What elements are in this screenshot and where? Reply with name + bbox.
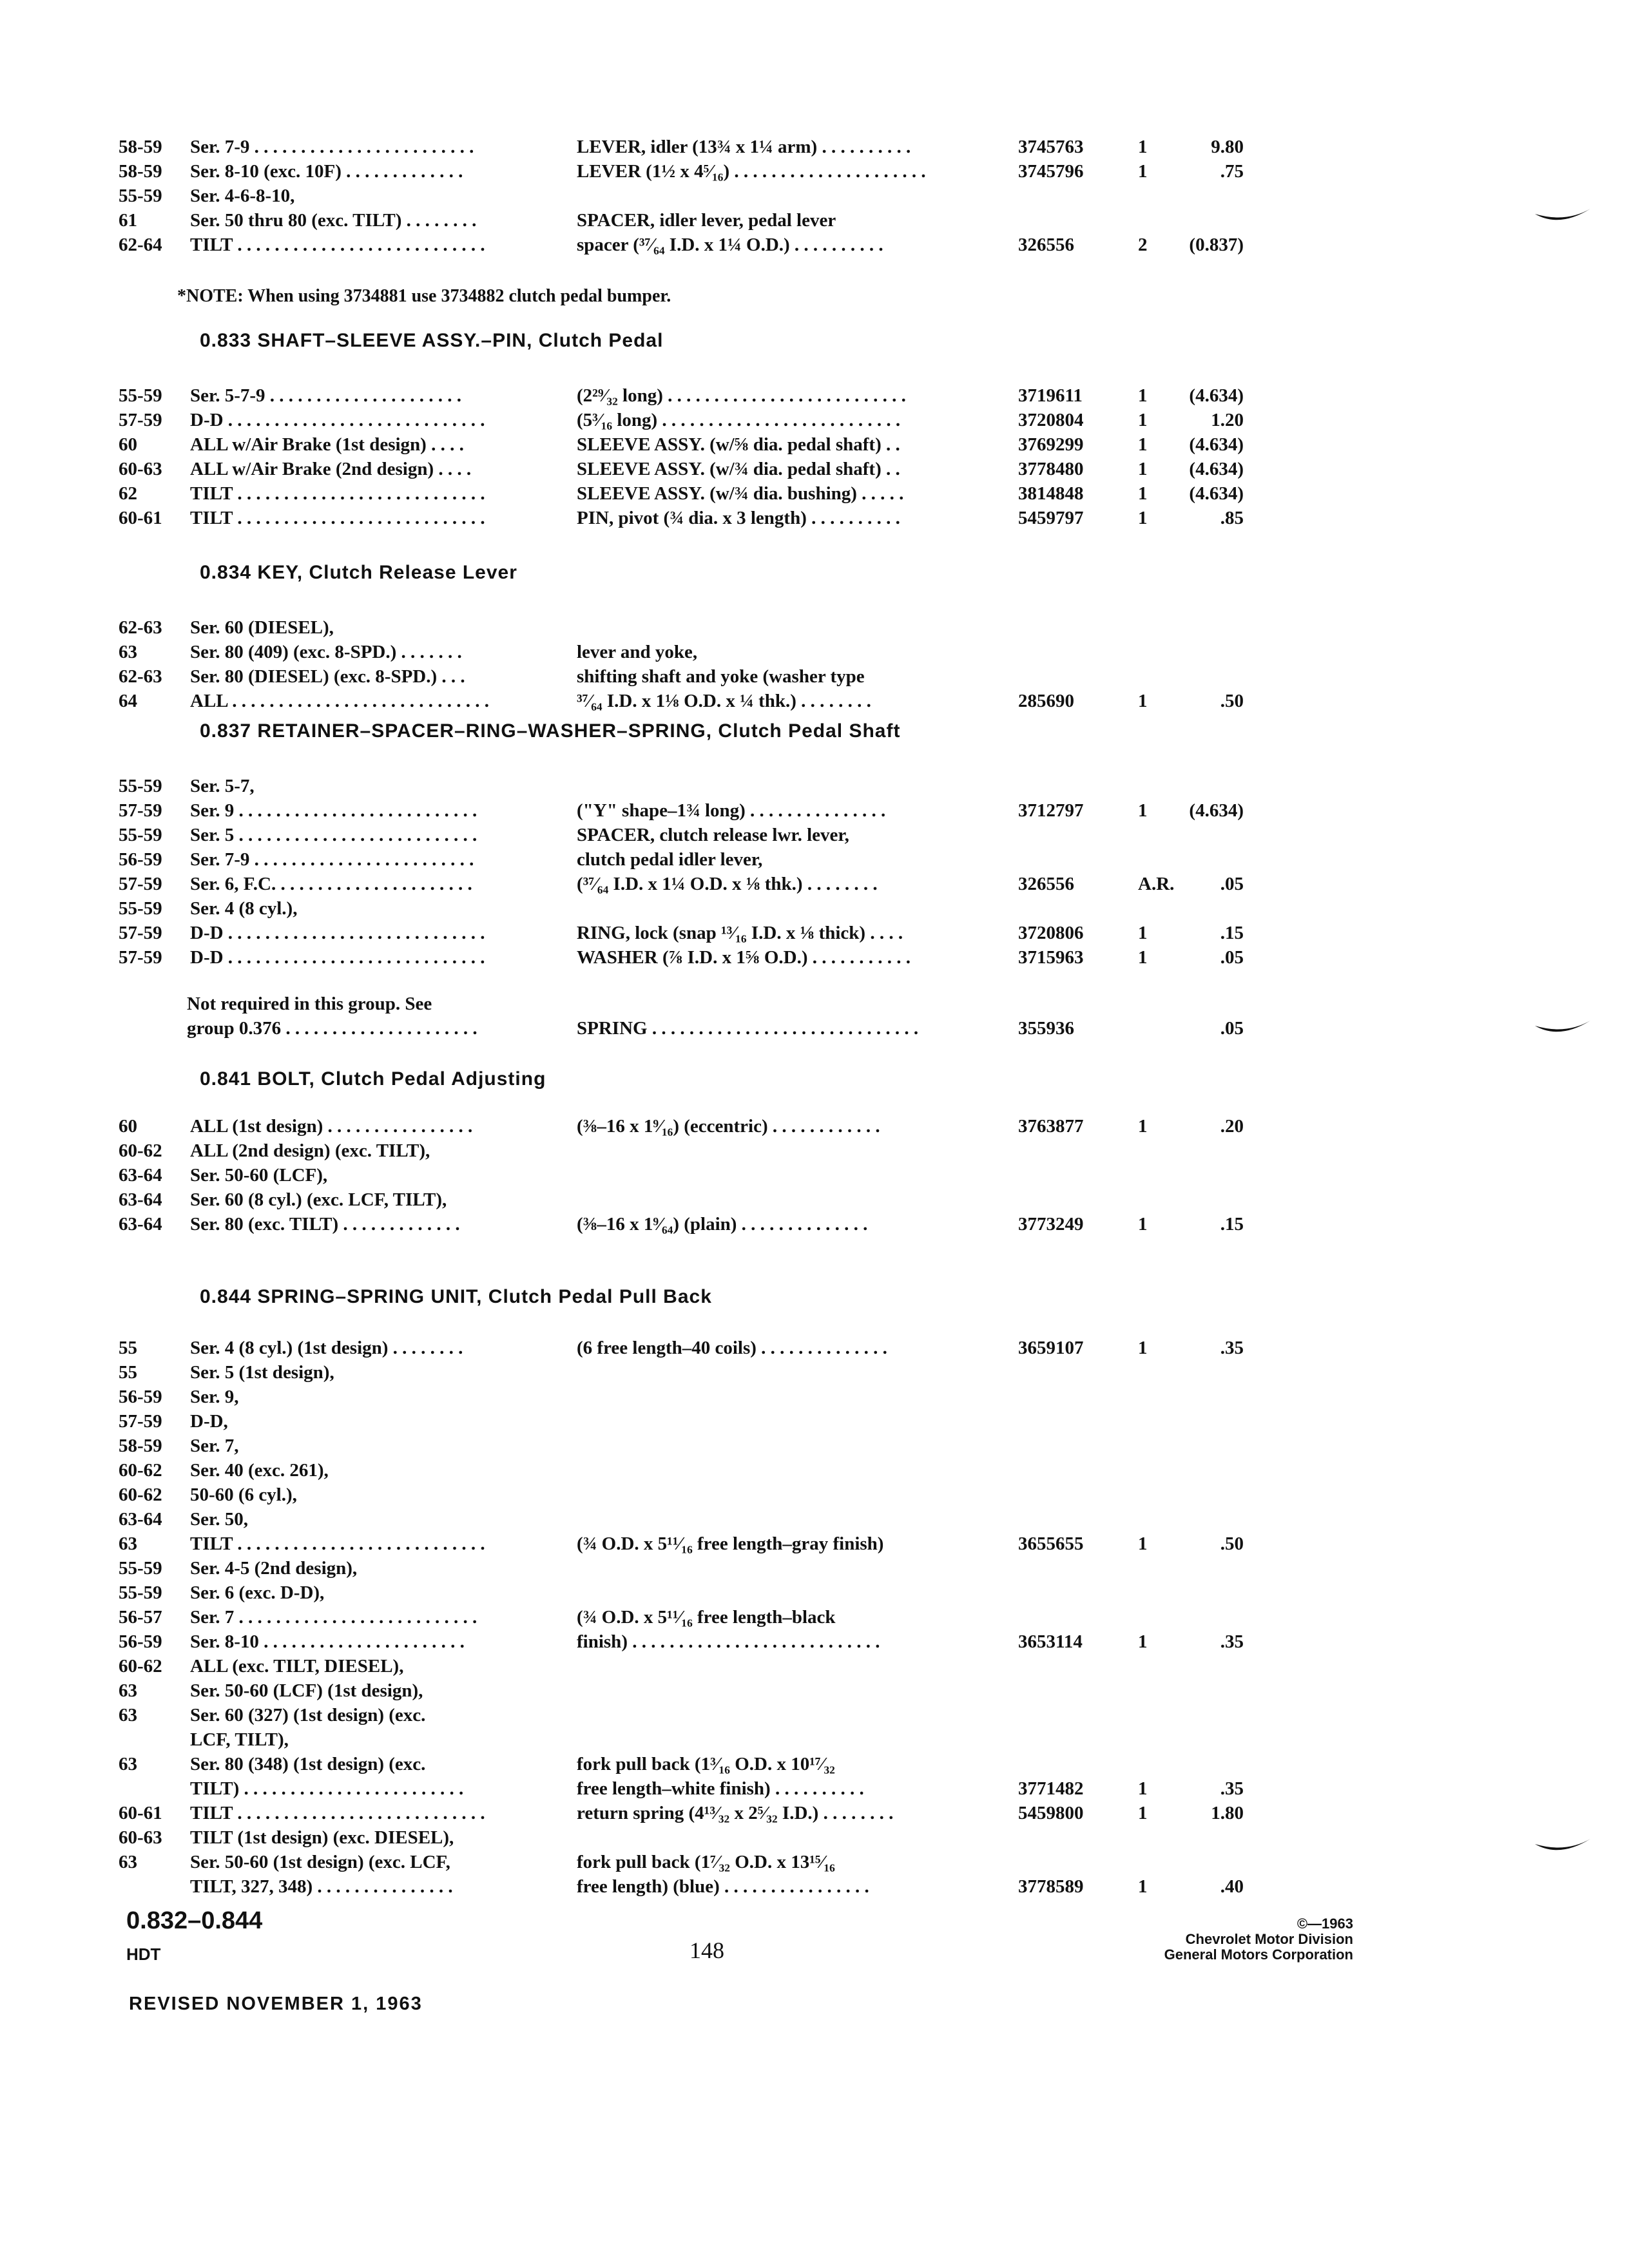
part-row bbox=[0, 871, 1629, 897]
quantity: 1 bbox=[1138, 1631, 1148, 1652]
copyright: ©—1963 bbox=[1296, 1916, 1353, 1932]
price: (0.837) bbox=[1189, 235, 1244, 255]
description: LEVER, idler (13¾ x 1¼ arm) . . . . . . . . . . bbox=[577, 137, 911, 157]
model-years: 60-63 bbox=[119, 1827, 162, 1848]
application: D-D . . . . . . . . . . . . . . . . . . . . . . . . . . . . bbox=[190, 410, 485, 430]
model-years: 55 bbox=[119, 1362, 137, 1383]
application: Ser. 5 . . . . . . . . . . . . . . . . . . . . . . . . . . bbox=[190, 825, 477, 845]
model-years: 57-59 bbox=[119, 1411, 162, 1432]
application: Ser. 4 (8 cyl.), bbox=[190, 898, 298, 919]
application: Ser. 8-10 (exc. 10F) . . . . . . . . . . . . . bbox=[190, 161, 463, 182]
price: 1.20 bbox=[1211, 410, 1244, 430]
application: ALL (2nd design) (exc. TILT), bbox=[190, 1140, 430, 1161]
price: .75 bbox=[1220, 161, 1244, 182]
model-years: 63-64 bbox=[119, 1165, 162, 1186]
model-years: 60 bbox=[119, 1116, 137, 1137]
part-row bbox=[0, 134, 1629, 160]
price: .05 bbox=[1220, 1018, 1244, 1039]
quantity: 1 bbox=[1138, 1338, 1148, 1358]
price: 1.80 bbox=[1211, 1803, 1244, 1823]
application: TILT, 327, 348) . . . . . . . . . . . . . . . bbox=[190, 1876, 453, 1897]
model-years: 55-59 bbox=[119, 898, 162, 919]
quantity: 1 bbox=[1138, 161, 1148, 182]
application: Ser. 60 (8 cyl.) (exc. LCF, TILT), bbox=[190, 1189, 447, 1210]
application: Ser. 50-60 (LCF), bbox=[190, 1165, 328, 1186]
part-row bbox=[0, 798, 1629, 823]
model-years: 57-59 bbox=[119, 410, 162, 430]
model-years: 58-59 bbox=[119, 161, 162, 182]
application: ALL w/Air Brake (1st design) . . . . bbox=[190, 434, 464, 455]
part-number: 3769299 bbox=[1018, 434, 1084, 455]
model-years: 60-61 bbox=[119, 508, 162, 528]
description: SLEEVE ASSY. (w/¾ dia. pedal shaft) . . bbox=[577, 459, 900, 479]
model-years: 63 bbox=[119, 1680, 137, 1701]
part-row bbox=[0, 383, 1629, 408]
model-years: 63 bbox=[119, 1533, 137, 1554]
publisher-block bbox=[1164, 1916, 1353, 1963]
price: .35 bbox=[1220, 1778, 1244, 1799]
part-row bbox=[0, 1360, 1629, 1385]
model-years: 61 bbox=[119, 210, 137, 231]
application: ALL (1st design) . . . . . . . . . . . . . . . . bbox=[190, 1116, 473, 1137]
part-row bbox=[0, 1776, 1629, 1802]
model-years: 55-59 bbox=[119, 385, 162, 406]
part-row bbox=[0, 232, 1629, 258]
application: group 0.376 . . . . . . . . . . . . . . . . . . . . . bbox=[187, 1018, 477, 1039]
part-row bbox=[0, 432, 1629, 457]
application: D-D . . . . . . . . . . . . . . . . . . . . . . . . . . . . bbox=[190, 947, 485, 968]
model-years: 55-59 bbox=[119, 186, 162, 206]
price: .50 bbox=[1220, 1533, 1244, 1554]
binder-hole-mark bbox=[1534, 1018, 1592, 1044]
price: (4.634) bbox=[1189, 459, 1244, 479]
part-row bbox=[0, 1849, 1629, 1875]
description: lever and yoke, bbox=[577, 642, 698, 662]
price: .85 bbox=[1220, 508, 1244, 528]
part-number: 3778589 bbox=[1018, 1876, 1084, 1897]
clutch-note: *NOTE: When using 3734881 use 3734882 clutch pedal bumper. bbox=[177, 286, 671, 306]
model-years: 55 bbox=[119, 1338, 137, 1358]
section-heading: 0.844 SPRING–SPRING UNIT, Clutch Pedal Pull Back bbox=[200, 1286, 712, 1307]
price: .15 bbox=[1220, 923, 1244, 943]
part-number: 3715963 bbox=[1018, 947, 1084, 968]
price: .15 bbox=[1220, 1214, 1244, 1235]
application: Ser. 50-60 (LCF) (1st design), bbox=[190, 1680, 423, 1701]
model-years: 56-59 bbox=[119, 849, 162, 870]
description: SPRING . . . . . . . . . . . . . . . . . . . . . . . . . . . . . bbox=[577, 1018, 919, 1039]
part-number: 3655655 bbox=[1018, 1533, 1084, 1554]
application: Ser. 6 (exc. D-D), bbox=[190, 1582, 325, 1603]
quantity: 1 bbox=[1138, 483, 1148, 504]
application: Ser. 5 (1st design), bbox=[190, 1362, 334, 1383]
quantity: 1 bbox=[1138, 947, 1148, 968]
part-row bbox=[0, 920, 1629, 946]
binder-hole-mark bbox=[1534, 206, 1592, 232]
quantity: 1 bbox=[1138, 691, 1148, 711]
part-number: 3814848 bbox=[1018, 483, 1084, 504]
catalog-code: HDT bbox=[126, 1945, 161, 1964]
part-row bbox=[0, 1800, 1629, 1826]
part-row bbox=[0, 1702, 1629, 1728]
price: (4.634) bbox=[1189, 385, 1244, 406]
part-number: 285690 bbox=[1018, 691, 1074, 711]
description: fork pull back (1⁷⁄₃₂ O.D. x 13¹⁵⁄₁₆ bbox=[577, 1852, 835, 1872]
quantity: 1 bbox=[1138, 1116, 1148, 1137]
model-years: 58-59 bbox=[119, 1436, 162, 1456]
part-row bbox=[0, 1580, 1629, 1606]
part-row bbox=[0, 991, 1629, 1017]
part-row bbox=[0, 1211, 1629, 1237]
part-row bbox=[0, 1653, 1629, 1679]
application: ALL (exc. TILT, DIESEL), bbox=[190, 1656, 404, 1677]
application: Ser. 6, F.C. . . . . . . . . . . . . . . . . . . . . . bbox=[190, 874, 472, 894]
part-number: 3653114 bbox=[1018, 1631, 1083, 1652]
quantity: 1 bbox=[1138, 137, 1148, 157]
price: .20 bbox=[1220, 1116, 1244, 1137]
part-number: 326556 bbox=[1018, 235, 1074, 255]
price: .35 bbox=[1220, 1631, 1244, 1652]
application: Ser. 60 (DIESEL), bbox=[190, 617, 334, 638]
application: Ser. 7 . . . . . . . . . . . . . . . . . . . . . . . . . . bbox=[190, 1607, 477, 1628]
description: SPACER, clutch release lwr. lever, bbox=[577, 825, 849, 845]
model-years: 55-59 bbox=[119, 1558, 162, 1579]
part-row bbox=[0, 1506, 1629, 1532]
part-number: 3778480 bbox=[1018, 459, 1084, 479]
description: spacer (³⁷⁄₆₄ I.D. x 1¼ O.D.) . . . . . . . . . . bbox=[577, 235, 883, 255]
part-row bbox=[0, 1138, 1629, 1164]
description: (5³⁄₁₆ long) . . . . . . . . . . . . . . . . . . . . . . . . . . bbox=[577, 410, 901, 430]
part-row bbox=[0, 159, 1629, 184]
model-years: 60-62 bbox=[119, 1485, 162, 1505]
model-years: 56-57 bbox=[119, 1607, 162, 1628]
model-years: 62-63 bbox=[119, 666, 162, 687]
description: finish) . . . . . . . . . . . . . . . . . . . . . . . . . . . bbox=[577, 1631, 880, 1652]
part-row bbox=[0, 1482, 1629, 1508]
model-years: 57-59 bbox=[119, 874, 162, 894]
description: ("Y" shape–1¾ long) . . . . . . . . . . . . . . . bbox=[577, 800, 886, 821]
part-row bbox=[0, 1335, 1629, 1361]
application: Ser. 50, bbox=[190, 1509, 248, 1530]
part-row bbox=[0, 688, 1629, 714]
application: ALL . . . . . . . . . . . . . . . . . . . . . . . . . . . . bbox=[190, 691, 490, 711]
model-years: 57-59 bbox=[119, 947, 162, 968]
part-row bbox=[0, 945, 1629, 970]
part-row bbox=[0, 1384, 1629, 1410]
model-years: 60-62 bbox=[119, 1140, 162, 1161]
part-row bbox=[0, 822, 1629, 848]
quantity: 1 bbox=[1138, 1533, 1148, 1554]
revision-date: REVISED NOVEMBER 1, 1963 bbox=[129, 1994, 423, 2014]
part-number: 5459797 bbox=[1018, 508, 1084, 528]
application: TILT . . . . . . . . . . . . . . . . . . . . . . . . . . . bbox=[190, 1803, 485, 1823]
quantity: 1 bbox=[1138, 410, 1148, 430]
part-row bbox=[0, 207, 1629, 233]
application: Ser. 4 (8 cyl.) (1st design) . . . . . . . . bbox=[190, 1338, 463, 1358]
quantity: 1 bbox=[1138, 508, 1148, 528]
price: 9.80 bbox=[1211, 137, 1244, 157]
section-heading: 0.837 RETAINER–SPACER–RING–WASHER–SPRING, Clutch Pedal Shaft bbox=[200, 720, 901, 742]
model-years: 63 bbox=[119, 1852, 137, 1872]
description: free length) (blue) . . . . . . . . . . . . . . . . bbox=[577, 1876, 869, 1897]
page-number: 148 bbox=[689, 1937, 724, 1963]
description: clutch pedal idler lever, bbox=[577, 849, 763, 870]
part-row bbox=[0, 847, 1629, 872]
model-years: 55-59 bbox=[119, 825, 162, 845]
application: TILT . . . . . . . . . . . . . . . . . . . . . . . . . . . bbox=[190, 1533, 485, 1554]
part-row bbox=[0, 1629, 1629, 1655]
model-years: 60-61 bbox=[119, 1803, 162, 1823]
part-row bbox=[0, 481, 1629, 506]
description: PIN, pivot (¾ dia. x 3 length) . . . . . . . . . . bbox=[577, 508, 900, 528]
section-heading: 0.833 SHAFT–SLEEVE ASSY.–PIN, Clutch Pedal bbox=[200, 330, 664, 351]
part-row bbox=[0, 1604, 1629, 1630]
part-row bbox=[0, 664, 1629, 689]
description: RING, lock (snap ¹³⁄₁₆ I.D. x ⅛ thick) . . . . bbox=[577, 923, 903, 943]
application: LCF, TILT), bbox=[190, 1729, 289, 1750]
quantity: 2 bbox=[1138, 235, 1148, 255]
application: ALL w/Air Brake (2nd design) . . . . bbox=[190, 459, 472, 479]
application: Ser. 80 (409) (exc. 8-SPD.) . . . . . . . bbox=[190, 642, 462, 662]
model-years: 60-62 bbox=[119, 1656, 162, 1677]
part-number: 3745763 bbox=[1018, 137, 1084, 157]
part-row bbox=[0, 896, 1629, 921]
section-heading: 0.834 KEY, Clutch Release Lever bbox=[200, 562, 517, 583]
application: TILT (1st design) (exc. DIESEL), bbox=[190, 1827, 454, 1848]
application: Not required in this group. See bbox=[187, 994, 432, 1014]
section-range: 0.832–0.844 bbox=[126, 1907, 263, 1934]
part-number: 3720804 bbox=[1018, 410, 1084, 430]
description: WASHER (⅞ I.D. x 1⅝ O.D.) . . . . . . . . . . . bbox=[577, 947, 911, 968]
model-years: 57-59 bbox=[119, 923, 162, 943]
description: ³⁷⁄₆₄ I.D. x 1⅛ O.D. x ¼ thk.) . . . . . . . . bbox=[577, 691, 871, 711]
binder-hole-mark bbox=[1534, 1836, 1592, 1862]
part-row bbox=[0, 1555, 1629, 1581]
section-heading: 0.841 BOLT, Clutch Pedal Adjusting bbox=[200, 1068, 546, 1090]
application: Ser. 4-6-8-10, bbox=[190, 186, 295, 206]
application: Ser. 4-5 (2nd design), bbox=[190, 1558, 358, 1579]
model-years: 62-64 bbox=[119, 235, 162, 255]
part-row bbox=[0, 1531, 1629, 1557]
quantity: A.R. bbox=[1138, 874, 1175, 894]
part-number: 3773249 bbox=[1018, 1214, 1084, 1235]
model-years: 63 bbox=[119, 1754, 137, 1774]
model-years: 58-59 bbox=[119, 137, 162, 157]
part-number: 355936 bbox=[1018, 1018, 1074, 1039]
quantity: 1 bbox=[1138, 1803, 1148, 1823]
application: Ser. 50-60 (1st design) (exc. LCF, bbox=[190, 1852, 450, 1872]
application: Ser. 7-9 . . . . . . . . . . . . . . . . . . . . . . . . bbox=[190, 137, 474, 157]
part-row bbox=[0, 1015, 1629, 1041]
application: Ser. 5-7-9 . . . . . . . . . . . . . . . . . . . . . bbox=[190, 385, 462, 406]
model-years: 57-59 bbox=[119, 800, 162, 821]
application: Ser. 80 (348) (1st design) (exc. bbox=[190, 1754, 426, 1774]
part-number: 3745796 bbox=[1018, 161, 1084, 182]
price: .35 bbox=[1220, 1338, 1244, 1358]
part-number: 3712797 bbox=[1018, 800, 1084, 821]
quantity: 1 bbox=[1138, 1876, 1148, 1897]
application: TILT . . . . . . . . . . . . . . . . . . . . . . . . . . . bbox=[190, 235, 485, 255]
application: D-D, bbox=[190, 1411, 228, 1432]
part-row bbox=[0, 1874, 1629, 1899]
model-years: 63-64 bbox=[119, 1189, 162, 1210]
application: 50-60 (6 cyl.), bbox=[190, 1485, 297, 1505]
model-years: 60-62 bbox=[119, 1460, 162, 1481]
part-row bbox=[0, 639, 1629, 665]
quantity: 1 bbox=[1138, 459, 1148, 479]
corporation-name: General Motors Corporation bbox=[1164, 1946, 1353, 1963]
application: Ser. 7, bbox=[190, 1436, 239, 1456]
model-years: 55-59 bbox=[119, 776, 162, 796]
model-years: 64 bbox=[119, 691, 137, 711]
part-row bbox=[0, 615, 1629, 640]
description: (¾ O.D. x 5¹¹⁄₁₆ free length–black bbox=[577, 1607, 836, 1628]
part-row bbox=[0, 505, 1629, 531]
description: (⅜–16 x 1⁹⁄₆₄) (plain) . . . . . . . . . . . . . . bbox=[577, 1214, 868, 1235]
part-row bbox=[0, 407, 1629, 433]
quantity: 1 bbox=[1138, 1214, 1148, 1235]
part-number: 3771482 bbox=[1018, 1778, 1084, 1799]
part-row bbox=[0, 1751, 1629, 1777]
price: (4.634) bbox=[1189, 434, 1244, 455]
application: Ser. 7-9 . . . . . . . . . . . . . . . . . . . . . . . . bbox=[190, 849, 474, 870]
model-years: 56-59 bbox=[119, 1387, 162, 1407]
part-number: 5459800 bbox=[1018, 1803, 1084, 1823]
quantity: 1 bbox=[1138, 434, 1148, 455]
application: TILT . . . . . . . . . . . . . . . . . . . . . . . . . . . bbox=[190, 483, 485, 504]
part-row bbox=[0, 1433, 1629, 1459]
part-row bbox=[0, 1408, 1629, 1434]
description: SLEEVE ASSY. (w/⅝ dia. pedal shaft) . . bbox=[577, 434, 900, 455]
application: TILT . . . . . . . . . . . . . . . . . . . . . . . . . . . bbox=[190, 508, 485, 528]
model-years: 60 bbox=[119, 434, 137, 455]
application: Ser. 80 (exc. TILT) . . . . . . . . . . . . . bbox=[190, 1214, 460, 1235]
part-row bbox=[0, 456, 1629, 482]
description: (⅜–16 x 1⁹⁄₁₆) (eccentric) . . . . . . . . . . . . bbox=[577, 1116, 880, 1137]
part-row bbox=[0, 1187, 1629, 1213]
model-years: 63 bbox=[119, 1705, 137, 1725]
part-number: 3720806 bbox=[1018, 923, 1084, 943]
description: (2²⁹⁄₃₂ long) . . . . . . . . . . . . . . . . . . . . . . . . . . bbox=[577, 385, 906, 406]
description: shifting shaft and yoke (washer type bbox=[577, 666, 865, 687]
quantity: 1 bbox=[1138, 923, 1148, 943]
part-row bbox=[0, 1825, 1629, 1850]
part-row bbox=[0, 773, 1629, 799]
application: Ser. 9, bbox=[190, 1387, 239, 1407]
model-years: 56-59 bbox=[119, 1631, 162, 1652]
description: LEVER (1½ x 4⁵⁄₁₆) . . . . . . . . . . . . . . . . . . . . . bbox=[577, 161, 926, 182]
description: (³⁷⁄₆₄ I.D. x 1¼ O.D. x ⅛ thk.) . . . . . . . . bbox=[577, 874, 878, 894]
model-years: 55-59 bbox=[119, 1582, 162, 1603]
application: Ser. 80 (DIESEL) (exc. 8-SPD.) . . . bbox=[190, 666, 465, 687]
quantity: 1 bbox=[1138, 800, 1148, 821]
price: .05 bbox=[1220, 947, 1244, 968]
description: SLEEVE ASSY. (w/¾ dia. bushing) . . . . . bbox=[577, 483, 904, 504]
description: SPACER, idler lever, pedal lever bbox=[577, 210, 836, 231]
application: Ser. 5-7, bbox=[190, 776, 255, 796]
description: (6 free length–40 coils) . . . . . . . . . . . . . . bbox=[577, 1338, 887, 1358]
part-row bbox=[0, 1162, 1629, 1188]
price: .05 bbox=[1220, 874, 1244, 894]
part-number: 3719611 bbox=[1018, 385, 1083, 406]
description: (¾ O.D. x 5¹¹⁄₁₆ free length–gray finish) bbox=[577, 1533, 884, 1554]
model-years: 62 bbox=[119, 483, 137, 504]
price: (4.634) bbox=[1189, 800, 1244, 821]
part-row bbox=[0, 1727, 1629, 1753]
model-years: 63-64 bbox=[119, 1509, 162, 1530]
application: D-D . . . . . . . . . . . . . . . . . . . . . . . . . . . . bbox=[190, 923, 485, 943]
part-row bbox=[0, 1457, 1629, 1483]
quantity: 1 bbox=[1138, 1778, 1148, 1799]
application: Ser. 50 thru 80 (exc. TILT) . . . . . . . . bbox=[190, 210, 477, 231]
part-number: 3659107 bbox=[1018, 1338, 1084, 1358]
application: Ser. 60 (327) (1st design) (exc. bbox=[190, 1705, 426, 1725]
part-row bbox=[0, 1678, 1629, 1704]
part-number: 3763877 bbox=[1018, 1116, 1084, 1137]
model-years: 63 bbox=[119, 642, 137, 662]
part-row bbox=[0, 1113, 1629, 1139]
description: return spring (4¹³⁄₃₂ x 2⁵⁄₃₂ I.D.) . . . . . . . . bbox=[577, 1803, 894, 1823]
part-row bbox=[0, 183, 1629, 209]
part-number: 326556 bbox=[1018, 874, 1074, 894]
description: free length–white finish) . . . . . . . . . . bbox=[577, 1778, 864, 1799]
price: .40 bbox=[1220, 1876, 1244, 1897]
price: (4.634) bbox=[1189, 483, 1244, 504]
quantity: 1 bbox=[1138, 385, 1148, 406]
application: Ser. 8-10 . . . . . . . . . . . . . . . . . . . . . . bbox=[190, 1631, 465, 1652]
application: TILT) . . . . . . . . . . . . . . . . . . . . . . . . bbox=[190, 1778, 464, 1799]
application: Ser. 40 (exc. 261), bbox=[190, 1460, 329, 1481]
description: fork pull back (1³⁄₁₆ O.D. x 10¹⁷⁄₃₂ bbox=[577, 1754, 835, 1774]
model-years: 63-64 bbox=[119, 1214, 162, 1235]
division-name: Chevrolet Motor Division bbox=[1185, 1931, 1353, 1947]
model-years: 62-63 bbox=[119, 617, 162, 638]
price: .50 bbox=[1220, 691, 1244, 711]
application: Ser. 9 . . . . . . . . . . . . . . . . . . . . . . . . . . bbox=[190, 800, 477, 821]
model-years: 60-63 bbox=[119, 459, 162, 479]
